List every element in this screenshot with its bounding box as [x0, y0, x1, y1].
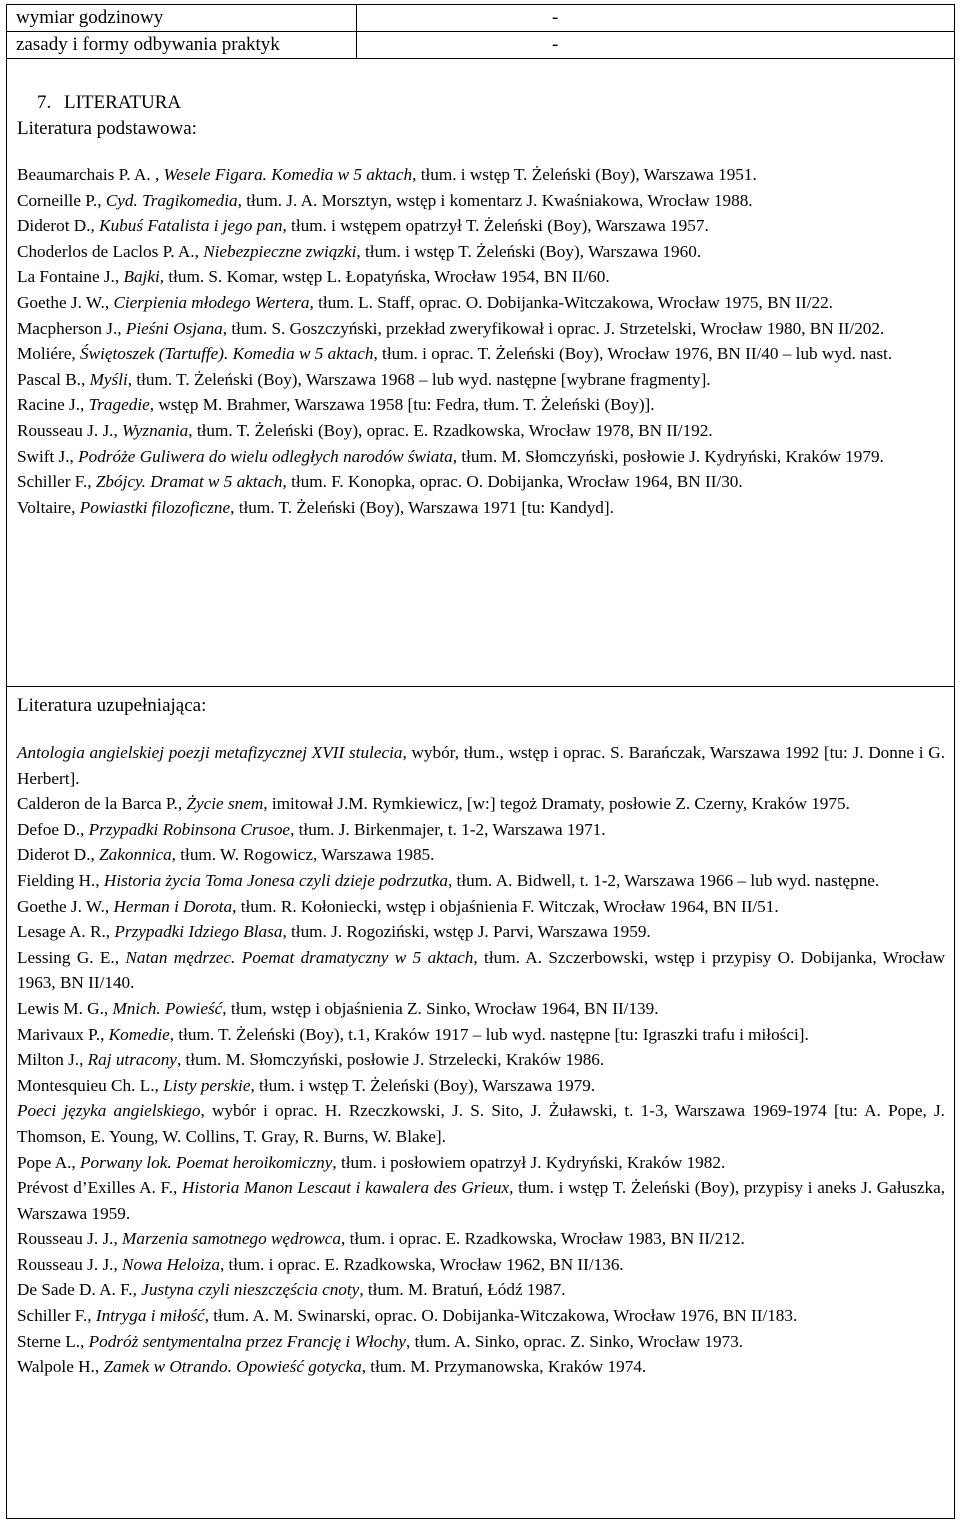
list-item — [17, 1073, 945, 1099]
entry-title: Justyna czyli nieszczęścia cnoty — [141, 1280, 360, 1300]
entry-author: Lesage A. R., — [17, 922, 115, 942]
list-item — [17, 1150, 945, 1176]
table-row — [7, 5, 955, 32]
entry-details: , tłum. A. Szczerbowski, wstęp i przypisy O. Dobijanka, Wrocław 1963, BN II/140. — [17, 947, 945, 993]
entry-details: , tłum. T. Żeleński (Boy), oprac. E. Rzadkowska, Wrocław 1978, BN II/192. — [188, 420, 713, 440]
entry-details: , tłum. S. Komar, wstęp L. Łopatyńska, Wrocław 1954, BN II/60. — [159, 267, 610, 287]
entry-details: , tłum. S. Goszczyński, przekład zweryfikował i oprac. J. Strzetelski, Wrocław 1980, BN II/202. — [222, 318, 885, 338]
entry-author: Prévost d’Exilles A. F., — [17, 1178, 182, 1198]
entry-author: Moliére, — [17, 344, 81, 364]
list-item — [17, 894, 945, 920]
entry-author: Defoe D., — [17, 819, 89, 839]
list-item — [17, 1354, 945, 1380]
list-item — [17, 1175, 945, 1226]
entry-details: , tłum. i posłowiem opatrzył J. Kydryński, Kraków 1982. — [332, 1152, 726, 1172]
list-item — [17, 740, 945, 791]
list-item — [17, 1047, 945, 1073]
list-item — [17, 1252, 945, 1278]
entry-author: Fielding H., — [17, 870, 104, 890]
entry-author: Swift J., — [17, 446, 79, 466]
entry-details: , tłum. J. Birkenmajer, t. 1-2, Warszawa 1971. — [290, 819, 606, 839]
entry-title: Historia życia Toma Jonesa czyli dzieje podrzutka — [103, 870, 448, 890]
entry-author: Lessing G. E., — [17, 947, 126, 967]
entry-author: Milton J., — [17, 1050, 88, 1070]
row-value: - — [357, 5, 955, 32]
entry-author: Corneille P., — [17, 190, 106, 210]
entry-details: , tłum. A. M. Swinarski, oprac. O. Dobijanka-Witczakowa, Wrocław 1976, BN II/183. — [204, 1306, 798, 1326]
entry-title: Nowa Heloiza — [122, 1254, 220, 1274]
entry-title: Listy perskie — [163, 1075, 251, 1095]
entry-author: Rousseau J. J., — [17, 420, 123, 440]
entry-title: Historia Manon Lescaut i kawalera des Grieux — [182, 1178, 510, 1198]
entry-author: Pope A., — [17, 1152, 81, 1172]
entry-author: Rousseau J. J., — [17, 1229, 123, 1249]
entry-details: , tłum. F. Konopka, oprac. O. Dobijanka, Wrocław 1964, BN II/30. — [282, 472, 743, 492]
entry-details: , tłum. i wstępem opatrzył T. Żeleński (Boy), Warszawa 1957. — [282, 216, 709, 236]
list-item — [17, 1022, 945, 1048]
list-item — [17, 1277, 945, 1303]
entry-author: Choderlos de Laclos P. A., — [17, 241, 204, 261]
entry-author: De Sade D. A. F., — [17, 1280, 142, 1300]
list-item — [17, 213, 945, 239]
entry-title: Powiastki filozoficzne — [79, 497, 231, 517]
entry-author: Diderot D., — [17, 845, 100, 865]
entry-title: Podróże Guliwera do wielu odległych narodów świata — [78, 446, 453, 466]
entry-author: Sterne L., — [17, 1331, 89, 1351]
table-row — [7, 32, 955, 59]
entry-author: La Fontaine J., — [17, 267, 124, 287]
list-item — [17, 290, 945, 316]
entry-title: Kubuś Fatalista i jego pan — [99, 216, 283, 236]
entry-title: Poeci języka angielskiego — [17, 1101, 201, 1121]
entry-title: Wyznania — [122, 420, 189, 440]
list-item — [17, 367, 945, 393]
list-item — [17, 996, 945, 1022]
entry-details: , tłum. W. Rogowicz, Warszawa 1985. — [171, 845, 435, 865]
list-item — [17, 1098, 945, 1149]
entry-title: Bajki — [123, 267, 160, 287]
entry-details: , tłum. i oprac. E. Rzadkowska, Wrocław 1983, BN II/212. — [341, 1229, 745, 1249]
entry-title: Zakonnica — [99, 845, 172, 865]
section-heading — [17, 90, 945, 116]
entry-author: Montesquieu Ch. L., — [17, 1075, 164, 1095]
list-item — [17, 495, 945, 521]
list-item — [17, 392, 945, 418]
entry-author: Macpherson J., — [17, 318, 126, 338]
row-label: wymiar godzinowy — [7, 5, 357, 32]
entry-details: , imitował J.M. Rymkiewicz, [w:] tegoż Dramaty, posłowie Z. Czerny, Kraków 1975. — [263, 794, 850, 814]
entry-title: Marzenia samotnego wędrowca — [122, 1229, 342, 1249]
entry-author: Goethe J. W., — [17, 896, 114, 916]
entry-author: Schiller F., — [17, 1306, 96, 1326]
list-item — [17, 1226, 945, 1252]
basic-literature-list — [17, 162, 945, 520]
section-title: LITERATURA — [64, 92, 182, 113]
list-item — [17, 842, 945, 868]
entry-title: Tragedie — [88, 395, 150, 415]
list-item — [17, 469, 945, 495]
supplementary-literature-section — [17, 692, 945, 1380]
entry-title: Intryga i miłość — [95, 1306, 205, 1326]
entry-title: Przypadki Robinsona Crusoe — [88, 819, 291, 839]
list-item — [17, 919, 945, 945]
entry-title: Przypadki Idziego Blasa — [114, 922, 283, 942]
entry-details: , tłum. i oprac. T. Żeleński (Boy), Wrocław 1976, BN II/40 – lub wyd. nast. — [373, 344, 893, 364]
list-item — [17, 418, 945, 444]
basic-literature-section — [17, 90, 945, 520]
entry-details: , tłum. M. Słomczyński, posłowie J. Kydryński, Kraków 1979. — [452, 446, 884, 466]
list-item — [17, 188, 945, 214]
entry-details: tłum. L. Staff, oprac. O. Dobijanka-Witczakowa, Wrocław 1975, BN II/22. — [313, 292, 833, 312]
entry-details: , tłum. i oprac. E. Rzadkowska, Wrocław 1962, BN II/136. — [219, 1254, 624, 1274]
entry-title: Świętoszek (Tartuffe). Komedia w 5 aktach — [80, 344, 374, 364]
entry-title: Niebezpieczne związki — [203, 241, 357, 261]
entry-details: , tłum. T. Żeleński (Boy), Warszawa 1971 [tu: Kandyd]. — [230, 497, 614, 517]
supplementary-literature-list — [17, 740, 945, 1380]
entry-title: Zamek w Otrando. Opowieść gotycka — [103, 1357, 362, 1377]
entry-title: Podróż sentymentalna przez Francję i Włochy — [88, 1331, 407, 1351]
list-item — [17, 264, 945, 290]
entry-details: , tłum. A. Sinko, oprac. Z. Sinko, Wrocław 1973. — [406, 1331, 744, 1351]
entry-title: Natan mędrzec. Poemat dramatyczny w 5 aktach — [125, 947, 474, 967]
entry-title: Mnich. Powieść — [112, 998, 223, 1018]
basic-literature-title: Literatura podstawowa: — [17, 118, 197, 139]
entry-author: Beaumarchais P. A. , — [17, 165, 164, 184]
entry-author: Pascal B., — [17, 369, 90, 389]
entry-details: , wybór i oprac. H. Rzeczkowski, J. S. Sito, J. Żuławski, t. 1-3, Warszawa 1969-1974 [tu: A. Pope, J. Thomson, E. Young, W. Collins, T. Gray, R. Burns, W. Blake]. — [17, 1101, 945, 1146]
entry-details: , tłum. J. A. Morsztyn, wstęp i komentarz J. Kwaśniakowa, Wrocław 1988. — [237, 190, 753, 210]
entry-details: , wstęp M. Brahmer, Warszawa 1958 [tu: Fedra, tłum. T. Żeleński (Boy)]. — [149, 395, 655, 415]
entry-details: , tłum. i wstęp T. Żeleński (Boy), Warszawa 1979. — [250, 1075, 596, 1095]
entry-details: , tłum. i wstęp T. Żeleński (Boy), przypisy i aneks J. Gałuszka, Warszawa 1959. — [17, 1178, 946, 1223]
supplementary-literature-title: Literatura uzupełniająca: — [17, 695, 207, 716]
list-item — [17, 162, 945, 188]
list-item — [17, 945, 945, 996]
entry-author: Rousseau J. J., — [17, 1254, 123, 1274]
entry-title: Cyd. Tragikomedia — [105, 190, 238, 210]
list-item — [17, 444, 945, 470]
entry-details: , tłum. T. Żeleński (Boy), Warszawa 1968 – lub wyd. następne [wybrane fragmenty]. — [127, 369, 711, 389]
list-item — [17, 868, 945, 894]
list-item — [17, 1329, 945, 1355]
entry-author: Diderot D., — [17, 216, 100, 236]
entry-title: Zbójcy. Dramat w 5 aktach — [95, 472, 283, 492]
entry-details: , tłum. T. Żeleński (Boy), t.1, Kraków 1917 – lub wyd. następne [tu: Igraszki trafu i miłości]. — [169, 1024, 809, 1044]
entry-title: Raj utracony — [87, 1050, 177, 1070]
entry-title: Myśli — [89, 369, 128, 389]
row-value: - — [357, 32, 955, 59]
section-divider — [6, 686, 955, 687]
row-label: zasady i formy odbywania praktyk — [7, 32, 357, 59]
entry-details: , tłum. M. Bratuń, Łódź 1987. — [359, 1280, 566, 1300]
entry-details: , tłum. i wstęp T. Żeleński (Boy), Warszawa 1960. — [356, 241, 702, 261]
entry-author: Voltaire, — [17, 497, 80, 517]
entry-title: Herman i Dorota — [113, 896, 233, 916]
course-info-table — [6, 4, 955, 59]
entry-author: Schiller F., — [17, 472, 96, 492]
entry-author: Marivaux P., — [17, 1024, 109, 1044]
entry-details: , tłum. M. Słomczyński, posłowie J. Strzelecki, Kraków 1986. — [176, 1050, 605, 1070]
entry-details: , tłum. R. Kołoniecki, wstęp i objaśnienia F. Witczak, Wrocław 1964, BN II/51. — [232, 896, 779, 916]
entry-author: Lewis M. G., — [17, 998, 113, 1018]
list-item — [17, 239, 945, 265]
list-item — [17, 791, 945, 817]
section-number: 7. — [37, 92, 52, 113]
entry-author: Racine J., — [17, 395, 89, 415]
entry-title: Cierpienia młodego Wertera, — [113, 292, 314, 312]
entry-title: Wesele Figara. Komedia w 5 aktach — [163, 165, 413, 184]
list-item — [17, 316, 945, 342]
entry-title: Antologia angielskiej poezji metafizycznej XVII stulecia — [17, 743, 403, 762]
entry-details: , tłum, wstęp i objaśnienia Z. Sinko, Wrocław 1964, BN II/139. — [222, 998, 659, 1018]
entry-author: Goethe J. W., — [17, 292, 114, 312]
entry-title: Komedie — [108, 1024, 170, 1044]
entry-details: , tłum. i wstęp T. Żeleński (Boy), Warszawa 1951. — [412, 165, 757, 184]
list-item — [17, 341, 945, 367]
entry-details: , tłum. M. Przymanowska, Kraków 1974. — [361, 1357, 647, 1377]
list-item — [17, 1303, 945, 1329]
entry-details: , tłum. J. Rogoziński, wstęp J. Parvi, Warszawa 1959. — [282, 922, 651, 942]
entry-author: Calderon de la Barca P., — [17, 794, 187, 814]
entry-title: Pieśni Osjana — [125, 318, 223, 338]
entry-title: Życie snem — [186, 794, 264, 814]
list-item — [17, 817, 945, 843]
entry-details: , tłum. A. Bidwell, t. 1-2, Warszawa 1966 – lub wyd. następne. — [447, 870, 880, 890]
entry-author: Walpole H., — [17, 1357, 104, 1377]
entry-details: , wybór, tłum., wstęp i oprac. S. Barańczak, Warszawa 1992 [tu: J. Donne i G. Herbert]. — [17, 743, 945, 788]
entry-title: Porwany lok. Poemat heroikomiczny — [80, 1152, 333, 1172]
